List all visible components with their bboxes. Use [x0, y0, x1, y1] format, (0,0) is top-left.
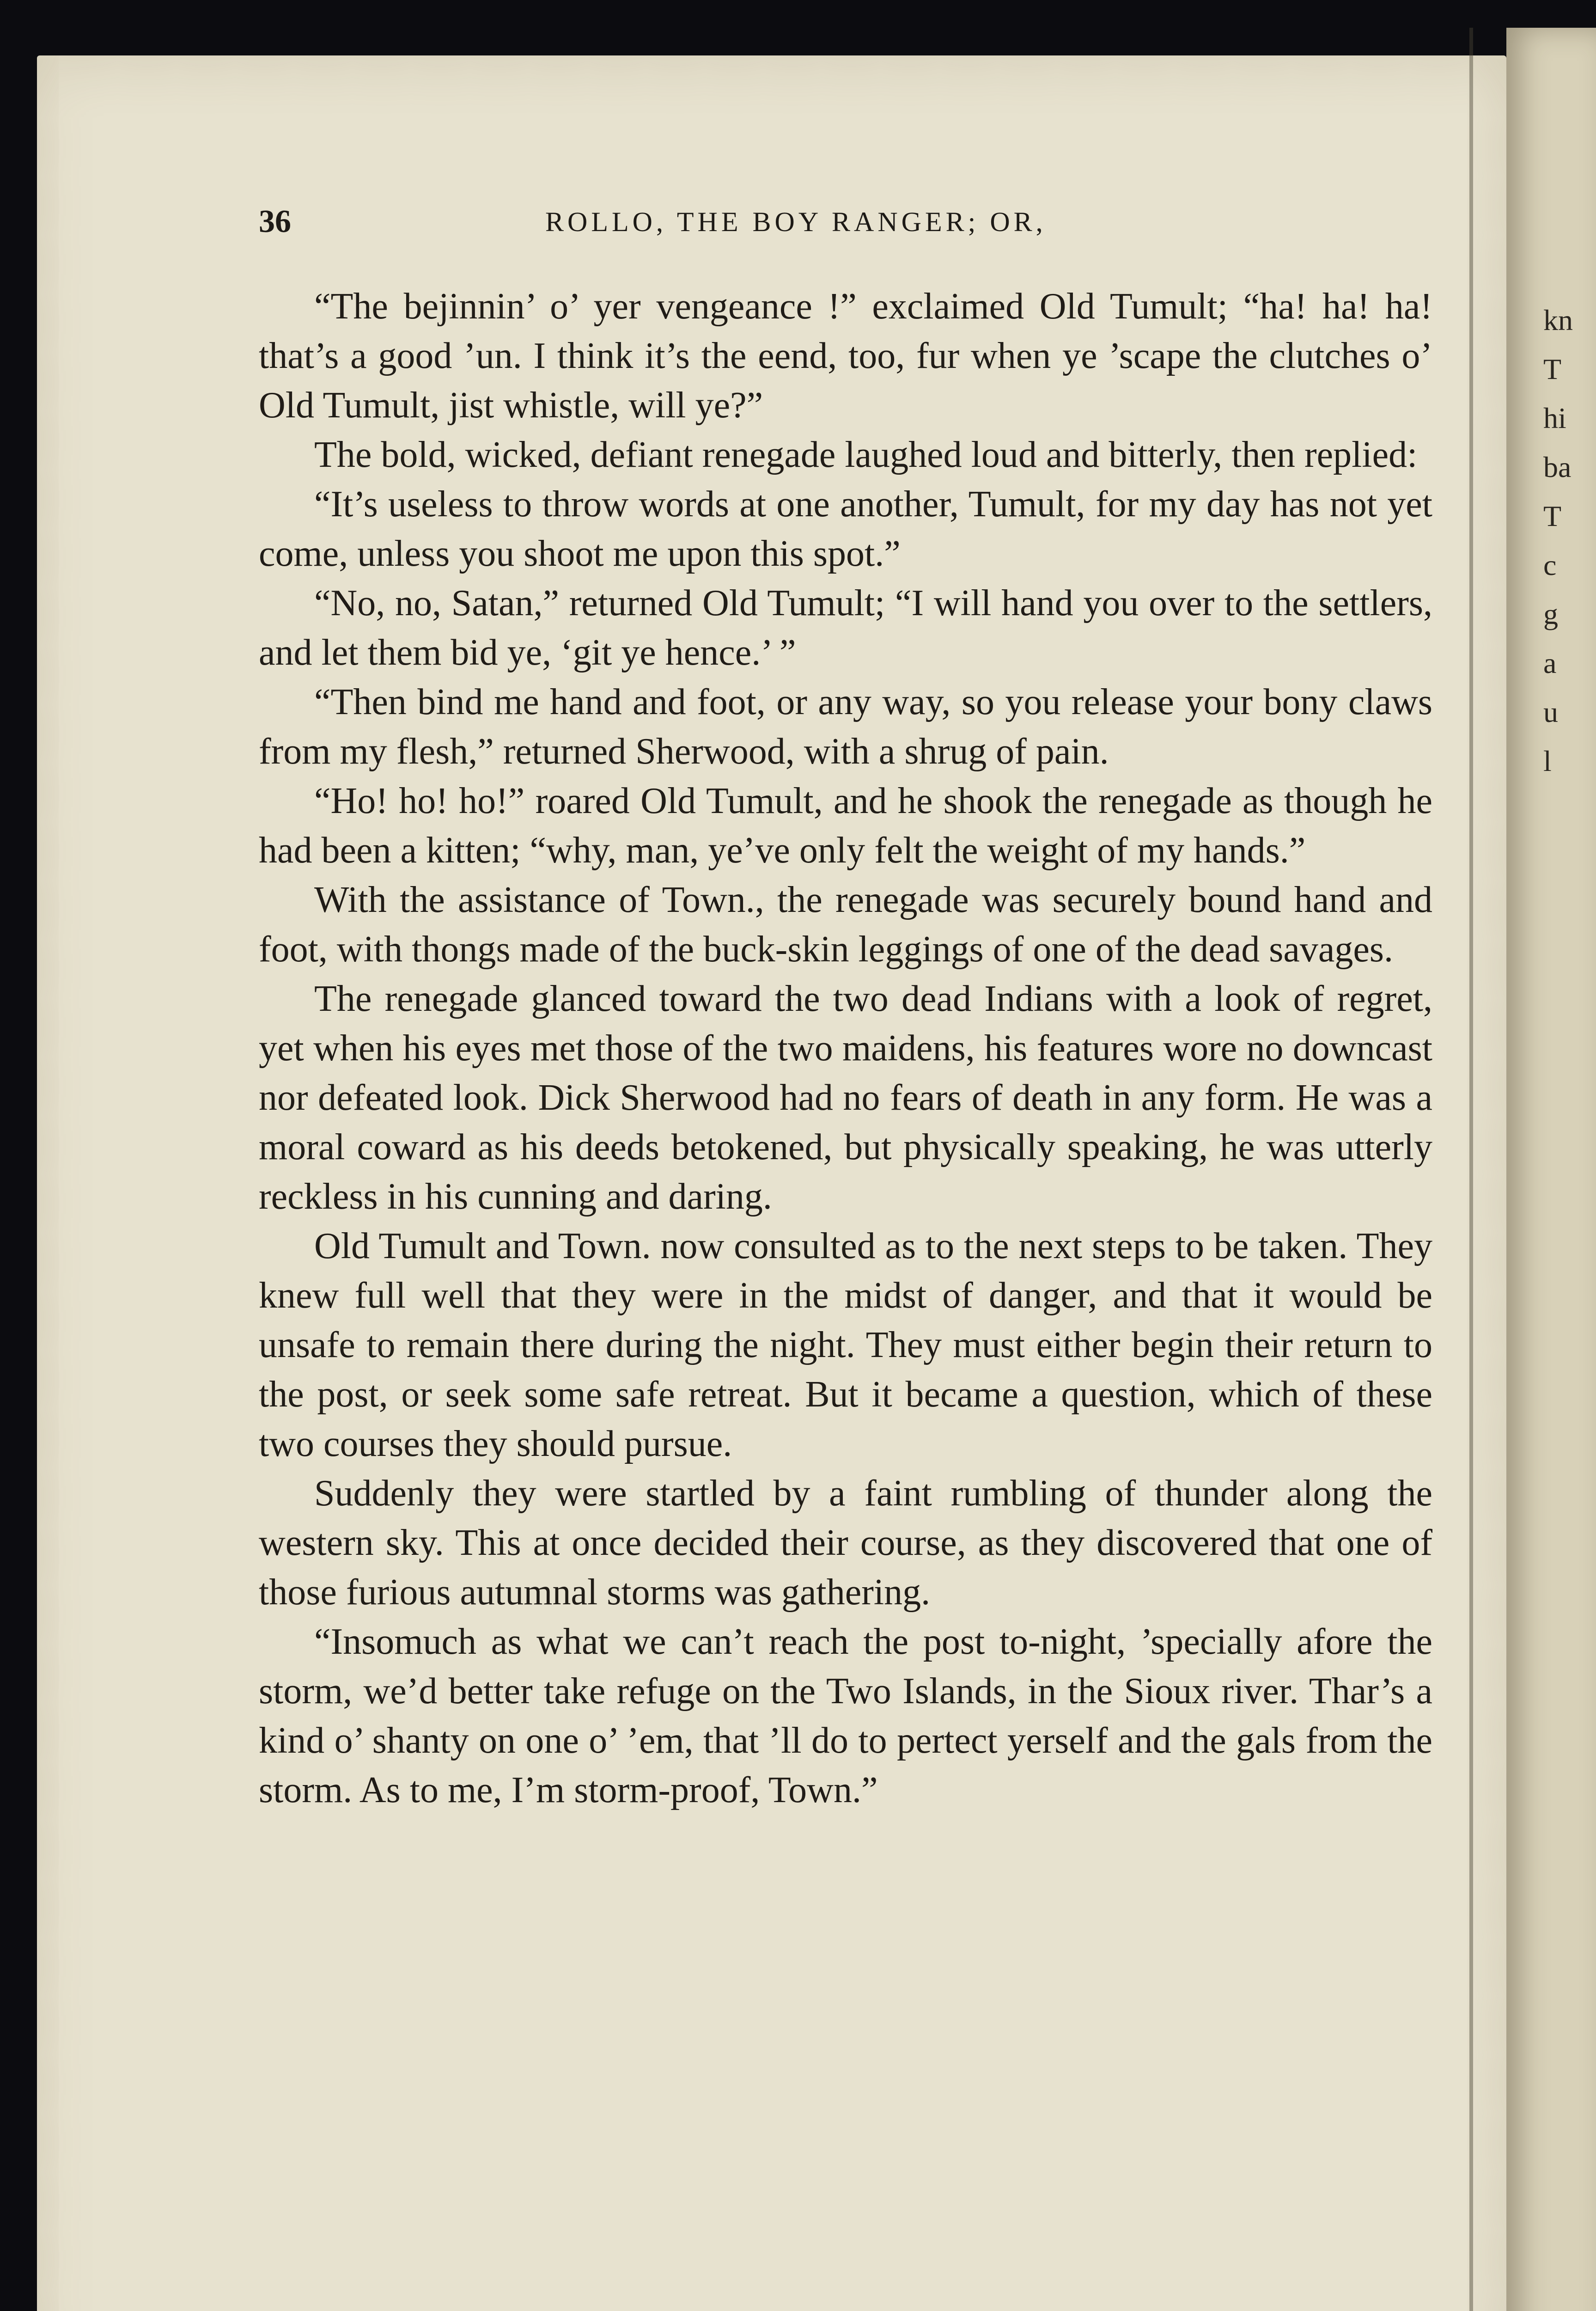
page-body: [259, 282, 1432, 1815]
edge-fragment: u: [1543, 696, 1558, 728]
paragraph: “Ho! ho! ho!” roared Old Tumult, and he shook the renegade as though he had been a kitten; “why, man, ye’ve only felt the weight of my hands.”: [259, 781, 1432, 871]
paragraph: “The bejinnin’ o’ yer vengeance !” exclaimed Old Tumult; “ha! ha! ha! that’s a good ’un. I think it’s the eend, too, fur when ye ’scape the clutches o’ Old Tumult, jist whistle, will ye?”: [259, 286, 1432, 426]
paragraph: “It’s useless to throw words at one another, Tumult, for my day has not yet come, unless you shoot me upon this spot.”: [259, 484, 1432, 574]
edge-fragment: kn: [1543, 304, 1573, 336]
facing-page-text-fragments: [1543, 296, 1596, 786]
edge-fragment: T: [1543, 500, 1562, 532]
paragraph: The bold, wicked, defiant renegade laughed loud and bitterly, then replied:: [314, 434, 1418, 475]
paragraph: “Then bind me hand and foot, or any way, so you release your bony claws from my flesh,” returned Sherwood, with a shrug of pain.: [259, 682, 1432, 772]
edge-fragment: c: [1543, 549, 1557, 581]
paragraph: “Insomuch as what we can’t reach the post to-night, ’specially afore the storm, we’d better take refuge on the Two Islands, in the Sioux river. Thar’s a kind o’ shanty on one o’ ’em, that ’ll do to pertect yerself and the gals from the storm. As to me, I’m storm-proof, Town.”: [259, 1621, 1432, 1810]
running-head: ROLLO, THE BOY RANGER; OR,: [545, 207, 1047, 237]
page-header: [259, 203, 1442, 245]
edge-fragment: g: [1543, 598, 1558, 630]
edge-fragment: l: [1543, 745, 1552, 777]
paragraph: The renegade glanced toward the two dead Indians with a look of regret, yet when his eyes met those of the two maidens, his features wore no downcast nor defeated look. Dick Sherwood had no fears of death in any form. He was a moral coward as his deeds betokened, but physically speaking, he was utterly reckless in his cunning and daring.: [259, 978, 1432, 1217]
page-number: 36: [259, 204, 291, 239]
edge-fragment: T: [1543, 353, 1562, 385]
edge-fragment: ba: [1543, 451, 1572, 483]
paragraph: “No, no, Satan,” returned Old Tumult; “I will hand you over to the settlers, and let them bid ye, ‘git ye hence.’ ”: [259, 583, 1432, 673]
paragraph: Suddenly they were startled by a faint rumbling of thunder along the western sky. This at once decided their course, as they discovered that one of those furious autumnal storms was gathering.: [259, 1473, 1432, 1613]
edge-fragment: a: [1543, 647, 1557, 679]
paragraph: Old Tumult and Town. now consulted as to the next steps to be taken. They knew full well that they were in the midst of danger, and that it would be unsafe to remain there during the night. They must either begin their return to the post, or seek some safe retreat. But it became a question, which of these two courses they should pursue.: [259, 1226, 1432, 1464]
page-gutter: [1469, 28, 1473, 2311]
edge-fragment: hi: [1543, 402, 1566, 434]
paragraph: With the assistance of Town., the renegade was securely bound hand and foot, with thongs made of the buck-skin leggings of one of the dead savages.: [259, 880, 1432, 970]
